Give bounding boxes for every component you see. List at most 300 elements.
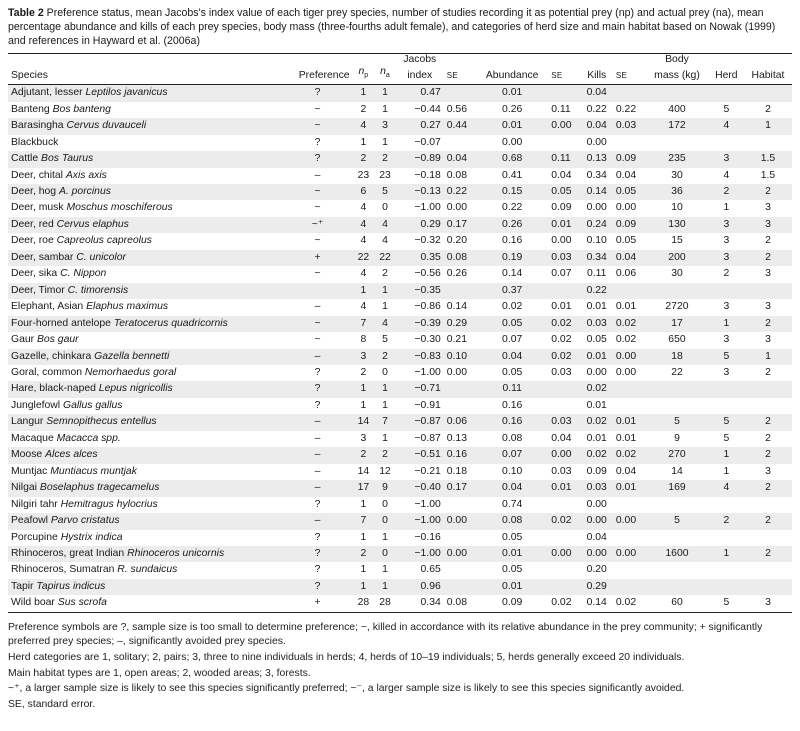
se-abundance-cell [548, 135, 580, 151]
species-scientific-name: Rhinoceros unicornis [127, 547, 225, 559]
se-jacobs-cell: 0.18 [446, 465, 467, 477]
se-kills-cell [613, 381, 645, 397]
header-abundance: Abundance [476, 66, 548, 85]
np-cell: 8 [360, 334, 367, 346]
species-common-name: Deer, musk [11, 202, 64, 214]
preference-cell: ? [314, 399, 321, 411]
species-common-name: Junglefowl [11, 399, 61, 411]
body-mass-cell [645, 283, 709, 299]
preference-cell: + [283, 595, 353, 612]
species-common-name: Nilgiri tahr [11, 498, 58, 510]
species-cell [8, 381, 283, 397]
jacobs-index-cell: −0.87 [414, 432, 441, 444]
kills-cell: 0.00 [586, 202, 607, 214]
se-abundance-cell: 0.03 [548, 250, 580, 266]
species-cell [8, 233, 283, 249]
species-cell [8, 200, 283, 216]
herd-cell [709, 579, 744, 595]
species-cell [8, 168, 283, 184]
table-row [8, 151, 792, 167]
habitat-cell: 2 [744, 513, 792, 529]
se-kills-cell: 0.00 [615, 366, 637, 378]
se-abundance-cell [548, 530, 580, 546]
jacobs-index-cell: −0.21 [414, 465, 441, 477]
abundance-cell: 0.16 [476, 414, 548, 430]
prey-table [8, 54, 792, 613]
se-abundance-cell [548, 85, 580, 102]
kills-cell: 0.14 [581, 184, 613, 200]
habitat-cell: 1.5 [744, 151, 792, 167]
table-row [8, 299, 792, 315]
se-kills-cell [613, 85, 645, 102]
species-common-name: Adjutant, lesser [11, 87, 83, 99]
na-cell: 28 [374, 595, 396, 612]
species-scientific-name: Hystrix indica [60, 531, 123, 543]
kills-cell: 0.20 [586, 564, 607, 576]
kills-cell: 0.22 [586, 103, 607, 115]
species-common-name: Hare, black-naped [11, 383, 96, 395]
species-cell [8, 250, 283, 266]
species-common-name: Langur [11, 416, 44, 428]
table-caption [8, 6, 792, 49]
np-cell: 1 [360, 498, 367, 510]
body-mass-cell [645, 562, 709, 578]
species-common-name: Gazelle, chinkara [11, 350, 92, 362]
se-abundance-cell: 0.01 [548, 480, 580, 496]
na-cell: 4 [374, 316, 396, 332]
body-mass-cell: 17 [645, 316, 709, 332]
jacobs-index-cell: −0.87 [396, 414, 444, 430]
species-scientific-name: Gazella bennetti [94, 350, 170, 362]
se-kills-cell: 0.09 [613, 217, 645, 233]
se-abundance-cell [548, 497, 580, 513]
se-kills-cell: 0.04 [615, 169, 637, 181]
habitat-cell: 1.5 [760, 169, 776, 181]
se-jacobs-cell [444, 398, 476, 414]
table-row [8, 365, 792, 381]
herd-cell [709, 562, 744, 578]
herd-cell [709, 85, 744, 102]
species-cell [8, 414, 283, 430]
na-cell: 0 [374, 546, 396, 562]
se-abundance-cell: 0.00 [548, 447, 580, 463]
kills-cell: 0.01 [586, 399, 607, 411]
species-common-name: Rhinoceros, Sumatran [11, 564, 115, 576]
se-jacobs-cell [444, 579, 476, 595]
species-cell [8, 480, 283, 496]
species-common-name: Cattle [11, 153, 39, 165]
body-mass-cell: 22 [671, 366, 683, 378]
se-kills-cell: 0.00 [613, 349, 645, 365]
species-cell [8, 151, 283, 167]
se-jacobs-cell: 0.21 [446, 334, 467, 346]
na-cell: 4 [374, 217, 396, 233]
species-common-name: Rhinoceros, great Indian [11, 547, 125, 559]
abundance-cell: 0.04 [476, 349, 548, 365]
abundance-cell: 0.08 [476, 513, 548, 529]
se-abundance-cell [548, 283, 580, 299]
jacobs-index-cell: −0.07 [414, 136, 441, 148]
jacobs-index-cell: −0.51 [396, 447, 444, 463]
body-mass-cell: 60 [645, 595, 709, 612]
species-common-name: Deer, sambar [11, 251, 74, 263]
species-scientific-name: Leptilos javanicus [85, 87, 168, 99]
kills-cell: 0.09 [586, 465, 607, 477]
header-body-mass: mass (kg) [645, 66, 709, 85]
np-cell: 22 [353, 250, 375, 266]
preference-cell: ? [283, 579, 353, 595]
species-cell [8, 316, 283, 332]
table-row [8, 414, 792, 430]
species-cell [8, 217, 283, 233]
preference-cell: ? [314, 136, 321, 148]
se-jacobs-cell: 0.17 [444, 217, 476, 233]
herd-cell: 3 [723, 301, 730, 313]
table-row [8, 447, 792, 463]
species-scientific-name: Cervus elaphus [56, 218, 129, 230]
table-label: Table 2 [8, 7, 44, 19]
se-abundance-cell [548, 398, 580, 414]
preference-cell: ? [283, 546, 353, 562]
herd-cell [709, 398, 744, 414]
kills-cell: 0.00 [586, 366, 607, 378]
table-notes [8, 621, 792, 713]
herd-cell: 5 [709, 414, 744, 430]
habitat-cell: 2 [744, 447, 792, 463]
table-row [8, 513, 792, 529]
na-cell: 1 [382, 432, 388, 444]
species-common-name: Wild boar [11, 597, 55, 609]
herd-cell [709, 530, 744, 546]
species-scientific-name: Hemitragus hylocrius [60, 498, 158, 510]
herd-cell: 3 [709, 250, 744, 266]
species-scientific-name: Elaphus maximus [86, 301, 169, 313]
kills-cell: 0.04 [586, 531, 607, 543]
se-kills-cell [613, 579, 645, 595]
np-cell: 2 [360, 103, 367, 115]
abundance-cell: 0.05 [502, 564, 523, 576]
np-cell: 1 [360, 564, 367, 576]
na-cell: 5 [374, 184, 396, 200]
abundance-cell: 0.16 [502, 399, 523, 411]
se-abundance-cell: 0.03 [551, 366, 572, 378]
table-row [8, 530, 792, 546]
header-kills: Kills [581, 66, 613, 85]
herd-cell: 4 [709, 480, 744, 496]
abundance-cell: 0.00 [502, 136, 523, 148]
se-jacobs-cell: 0.00 [444, 546, 476, 562]
habitat-cell: 3 [765, 301, 771, 313]
species-cell [8, 431, 283, 447]
habitat-cell: 2 [744, 480, 792, 496]
se-jacobs-cell: 0.10 [444, 349, 476, 365]
se-kills-cell: 0.05 [615, 235, 637, 247]
jacobs-index-cell: −0.86 [414, 301, 441, 313]
jacobs-index-cell: −0.89 [396, 151, 444, 167]
np-cell: 4 [353, 118, 375, 134]
table-row [8, 102, 792, 118]
species-scientific-name: Bos Taurus [41, 153, 94, 165]
herd-cell: 5 [709, 349, 744, 365]
np-cell: 4 [360, 268, 367, 280]
se-abundance-cell: 0.02 [548, 513, 580, 529]
jacobs-index-cell: −1.00 [414, 202, 441, 214]
np-cell: 17 [353, 480, 375, 496]
habitat-cell: 3 [765, 202, 771, 214]
preference-cell: ? [314, 498, 321, 510]
kills-cell: 0.01 [586, 301, 607, 313]
preference-cell: – [283, 480, 353, 496]
species-common-name: Banteng [11, 103, 50, 115]
kills-cell: 0.04 [581, 118, 613, 134]
species-cell [8, 513, 283, 529]
abundance-cell: 0.05 [502, 366, 523, 378]
na-cell: 9 [374, 480, 396, 496]
table-note: SE, standard error. [8, 698, 96, 710]
jacobs-index-cell: −0.13 [396, 184, 444, 200]
species-scientific-name: C. Nippon [60, 268, 107, 280]
species-common-name: Deer, sika [11, 268, 58, 280]
body-mass-cell [645, 85, 709, 102]
se-kills-cell: 0.01 [613, 414, 645, 430]
na-cell: 1 [382, 399, 388, 411]
body-mass-cell: 1600 [645, 546, 709, 562]
preference-cell: – [314, 169, 321, 181]
kills-cell: 0.02 [581, 447, 613, 463]
body-mass-cell: 650 [668, 334, 686, 346]
body-mass-cell [645, 530, 709, 546]
se-jacobs-cell: 0.08 [444, 250, 476, 266]
preference-cell: ~ [283, 316, 353, 332]
abundance-cell: 0.07 [502, 334, 523, 346]
herd-cell [709, 283, 744, 299]
na-cell: 0 [374, 513, 396, 529]
species-scientific-name: Teratocerus quadricornis [113, 317, 228, 329]
species-scientific-name: Moschus moschiferous [66, 202, 173, 214]
abundance-cell: 0.26 [502, 103, 523, 115]
np-cell: 2 [353, 151, 375, 167]
species-common-name: Blackbuck [11, 136, 59, 148]
preference-cell: – [314, 301, 321, 313]
habitat-cell [744, 398, 792, 414]
na-cell: 1 [382, 531, 388, 543]
table-row [8, 595, 792, 612]
species-common-name: Nilgai [11, 482, 37, 494]
na-cell: 3 [374, 118, 396, 134]
np-cell: 2 [360, 366, 367, 378]
table-row [8, 233, 792, 249]
abundance-cell: 0.01 [476, 579, 548, 595]
header-jacobs: index [396, 66, 444, 85]
species-common-name: Deer, red [11, 218, 54, 230]
habitat-cell: 2 [765, 103, 771, 115]
species-cell [8, 497, 283, 513]
se-abundance-cell: 0.01 [548, 217, 580, 233]
header-jacobs-top: Jacobs [403, 53, 437, 65]
se-abundance-cell: 0.03 [551, 465, 572, 477]
herd-cell: 1 [723, 465, 730, 477]
species-common-name: Gaur [11, 334, 35, 346]
herd-cell: 3 [723, 366, 730, 378]
species-cell [8, 530, 283, 546]
se-jacobs-cell: 0.22 [444, 184, 476, 200]
np-cell: 14 [353, 414, 375, 430]
se-jacobs-cell [444, 530, 476, 546]
table-note: Preference symbols are ?, sample size is too small to determine preference; ~, killed in accordance with its relative abundance in the prey community; + significantly preferred prey species; –, significantly avoided prey species. [8, 621, 763, 648]
na-cell: 2 [374, 349, 396, 365]
se-abundance-cell: 0.11 [551, 103, 571, 115]
np-cell: 14 [357, 465, 370, 477]
np-cell: 3 [353, 349, 375, 365]
species-common-name: Muntjac [11, 465, 48, 477]
table-row [8, 480, 792, 496]
abundance-cell: 0.22 [502, 202, 523, 214]
jacobs-index-cell: −0.16 [414, 531, 441, 543]
table-row [8, 381, 792, 397]
abundance-cell: 0.01 [476, 118, 548, 134]
jacobs-index-cell: −0.40 [396, 480, 444, 496]
se-kills-cell: 0.02 [613, 447, 645, 463]
np-cell: 4 [360, 235, 367, 247]
preference-cell: – [283, 513, 353, 529]
species-common-name: Barasingha [11, 120, 64, 132]
se-kills-cell: 0.04 [613, 250, 645, 266]
kills-cell: 0.00 [581, 546, 613, 562]
header-species: Species [8, 66, 283, 85]
species-scientific-name: Tapirus indicus [36, 580, 106, 592]
species-scientific-name: Gallus gallus [63, 399, 123, 411]
na-cell: 0 [382, 498, 388, 510]
body-mass-cell: 15 [671, 235, 683, 247]
species-cell [8, 464, 283, 480]
se-kills-cell: 0.09 [613, 151, 645, 167]
header-se-jacobs: SE [444, 66, 476, 85]
jacobs-index-cell: −1.00 [414, 366, 441, 378]
se-jacobs-cell: 0.44 [444, 118, 476, 134]
np-cell: 28 [353, 595, 375, 612]
table-note: Main habitat types are 1, open areas; 2, wooded areas; 3, forests. [8, 667, 311, 679]
body-mass-cell: 5 [645, 513, 709, 529]
na-cell: 12 [379, 465, 391, 477]
body-mass-cell: 5 [645, 414, 709, 430]
se-jacobs-cell: 0.08 [446, 169, 467, 181]
np-cell: 1 [353, 381, 375, 397]
habitat-cell [744, 85, 792, 102]
habitat-cell: 3 [744, 217, 792, 233]
se-jacobs-cell [444, 497, 476, 513]
jacobs-index-cell: 0.34 [396, 595, 444, 612]
se-jacobs-cell: 0.00 [446, 202, 467, 214]
jacobs-index-cell: 0.65 [420, 564, 441, 576]
table-row [8, 266, 792, 282]
kills-cell: 0.01 [581, 349, 613, 365]
np-cell: 4 [360, 202, 367, 214]
kills-cell: 0.02 [581, 414, 613, 430]
jacobs-index-cell: −0.56 [414, 268, 441, 280]
herd-cell [709, 135, 744, 151]
np-cell: 4 [360, 301, 367, 313]
se-jacobs-cell: 0.56 [446, 103, 467, 115]
preference-cell: ? [314, 531, 321, 543]
kills-cell: 0.00 [586, 498, 607, 510]
herd-cell: 1 [709, 316, 744, 332]
herd-cell [709, 381, 744, 397]
habitat-cell: 1 [744, 349, 792, 365]
species-cell [8, 266, 283, 282]
kills-cell: 0.34 [581, 250, 613, 266]
preference-cell: ? [283, 151, 353, 167]
table-body [8, 85, 792, 613]
abundance-cell: 0.74 [502, 498, 523, 510]
kills-cell: 0.03 [581, 480, 613, 496]
species-scientific-name: Bos banteng [52, 103, 111, 115]
se-abundance-cell [548, 381, 580, 397]
se-abundance-cell: 0.02 [548, 349, 580, 365]
species-common-name: Deer, roe [11, 235, 54, 247]
kills-cell: 0.22 [581, 283, 613, 299]
se-jacobs-cell: 0.06 [444, 414, 476, 430]
jacobs-index-cell: 0.27 [396, 118, 444, 134]
table-row [8, 184, 792, 200]
herd-cell: 3 [723, 334, 730, 346]
body-mass-cell [645, 497, 709, 513]
se-jacobs-cell: 0.26 [446, 268, 467, 280]
header-habitat: Habitat [744, 66, 792, 85]
na-cell: 23 [379, 169, 391, 181]
se-kills-cell: 0.05 [613, 184, 645, 200]
se-abundance-cell: 0.02 [551, 334, 572, 346]
preference-cell: ~⁺ [283, 217, 353, 233]
table-row [8, 85, 792, 102]
abundance-cell: 0.10 [502, 465, 523, 477]
na-cell: 1 [374, 579, 396, 595]
herd-cell: 5 [723, 103, 730, 115]
species-cell [8, 332, 283, 348]
na-cell: 1 [382, 136, 388, 148]
np-cell: 1 [353, 283, 375, 299]
body-mass-cell [645, 381, 709, 397]
kills-cell: 0.10 [586, 235, 607, 247]
se-kills-cell: 0.04 [615, 465, 637, 477]
se-abundance-cell: 0.02 [548, 595, 580, 612]
herd-cell: 1 [723, 202, 730, 214]
table-row [8, 579, 792, 595]
species-common-name: Goral, common [11, 366, 83, 378]
jacobs-index-cell: −0.83 [396, 349, 444, 365]
abundance-cell: 0.05 [476, 316, 548, 332]
np-cell: 1 [360, 136, 367, 148]
species-common-name: Porcupine [11, 531, 58, 543]
table-row [8, 118, 792, 134]
se-jacobs-cell [444, 562, 476, 578]
preference-cell: – [314, 465, 321, 477]
species-cell [8, 135, 283, 151]
preference-cell: ? [314, 366, 321, 378]
se-abundance-cell: 0.04 [551, 432, 572, 444]
abundance-cell: 0.07 [476, 447, 548, 463]
herd-cell [709, 497, 744, 513]
species-scientific-name: Axis axis [65, 169, 107, 181]
table-row [8, 283, 792, 299]
species-cell [8, 595, 283, 612]
table-row [8, 349, 792, 365]
np-cell: 1 [360, 531, 367, 543]
habitat-cell [744, 497, 792, 513]
se-kills-cell: 0.22 [615, 103, 637, 115]
habitat-cell: 2 [744, 546, 792, 562]
preference-cell: ? [283, 85, 353, 102]
jacobs-index-cell: 0.29 [396, 217, 444, 233]
